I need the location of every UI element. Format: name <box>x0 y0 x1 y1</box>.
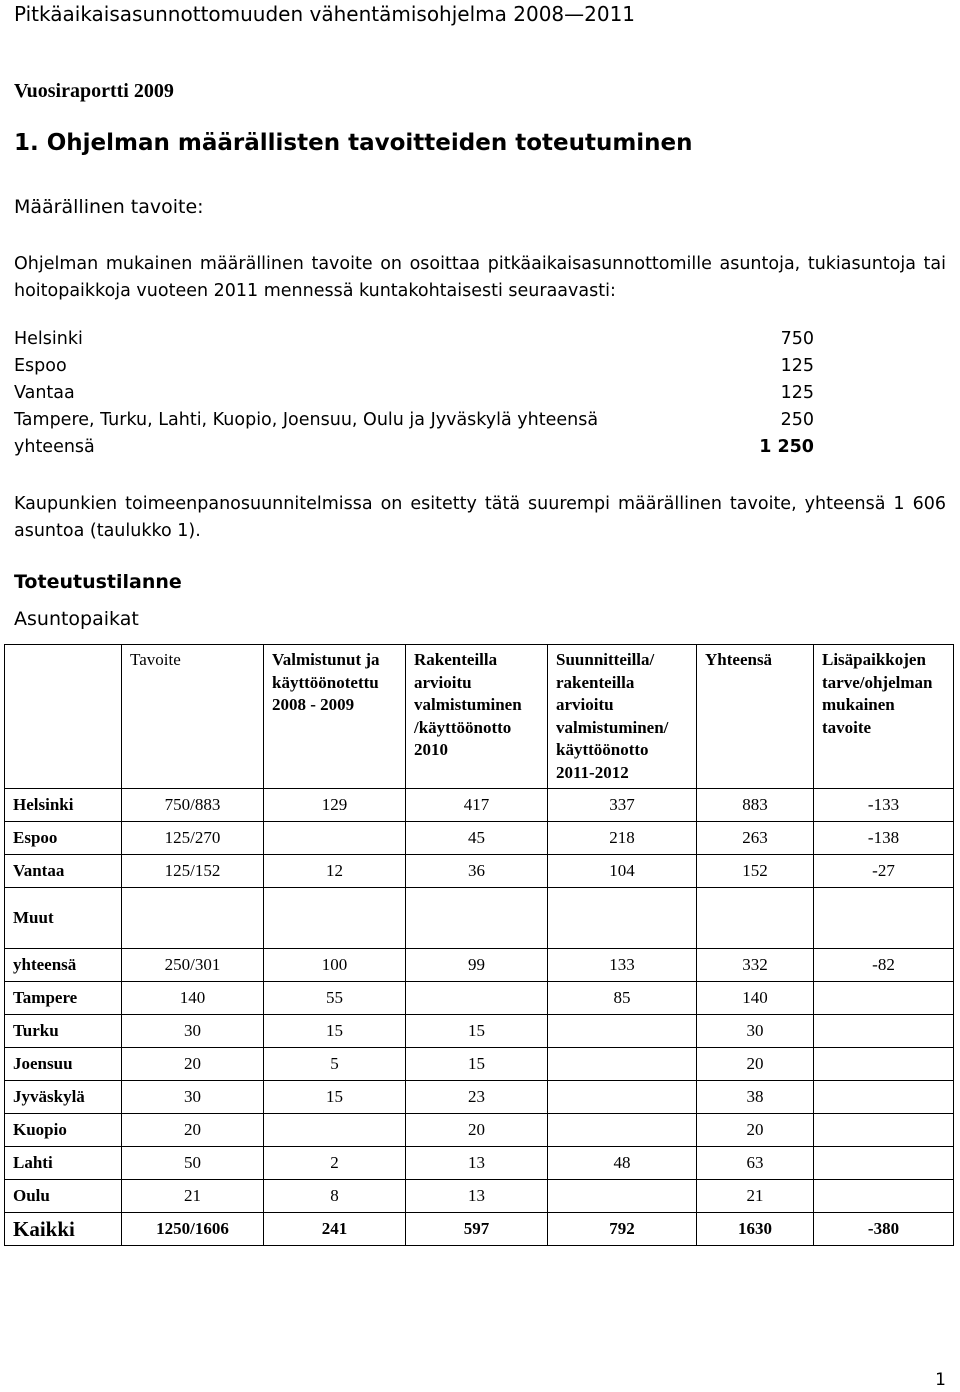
table-cell: -138 <box>814 822 954 855</box>
table-cell: 85 <box>548 982 697 1015</box>
table-cell: 100 <box>264 949 406 982</box>
table-cell: 125/270 <box>122 822 264 855</box>
target-value: 750 <box>780 329 814 349</box>
target-total-row <box>14 437 814 464</box>
table-header-row <box>5 645 954 789</box>
table-row <box>5 982 954 1015</box>
target-city: Vantaa <box>14 383 75 403</box>
table-cell: 55 <box>264 982 406 1015</box>
table-cell <box>264 1114 406 1147</box>
table-cell: 20 <box>122 1048 264 1081</box>
table-cell: 241 <box>264 1213 406 1246</box>
section-subheading: Määrällinen tavoite: <box>14 196 204 218</box>
table-cell: 99 <box>406 949 548 982</box>
column-header: Yhteensä <box>697 645 814 789</box>
table-cell: 30 <box>122 1081 264 1114</box>
table-cell <box>548 888 697 949</box>
target-value: 250 <box>780 410 814 430</box>
table-cell: 63 <box>697 1147 814 1180</box>
target-city: Espoo <box>14 356 67 376</box>
table-cell <box>697 888 814 949</box>
row-label: Joensuu <box>5 1048 122 1081</box>
column-header: Suunnitteilla/ rakenteilla arvioitu valmistuminen/ käyttöönotto 2011-2012 <box>548 645 697 789</box>
target-value: 125 <box>780 356 814 376</box>
table-cell: 20 <box>697 1114 814 1147</box>
table-cell: 218 <box>548 822 697 855</box>
table-row <box>5 1213 954 1246</box>
table-cell: 20 <box>122 1114 264 1147</box>
report-title: Vuosiraportti 2009 <box>14 80 174 102</box>
table-cell: 883 <box>697 789 814 822</box>
table-cell: 21 <box>122 1180 264 1213</box>
table-cell: 104 <box>548 855 697 888</box>
table-cell: 250/301 <box>122 949 264 982</box>
target-row <box>14 356 814 383</box>
table-cell <box>122 888 264 949</box>
table-row <box>5 888 954 949</box>
table-cell: 45 <box>406 822 548 855</box>
table-cell: 23 <box>406 1081 548 1114</box>
table-cell: 1250/1606 <box>122 1213 264 1246</box>
table-cell: 125/152 <box>122 855 264 888</box>
table-cell <box>814 1180 954 1213</box>
table-cell: 15 <box>264 1015 406 1048</box>
target-total-value: 1 250 <box>759 437 814 457</box>
row-label: Turku <box>5 1015 122 1048</box>
row-label: yhteensä <box>5 949 122 982</box>
target-row <box>14 383 814 410</box>
row-label: Kuopio <box>5 1114 122 1147</box>
table-cell <box>814 888 954 949</box>
summary-paragraph: Kaupunkien toimeenpanosuunnitelmissa on esitetty tätä suurempi määrällinen tavoite, yhteensä 1 606 asuntoa (taulukko 1). <box>14 494 946 541</box>
target-city: yhteensä <box>14 437 95 457</box>
row-label: Vantaa <box>5 855 122 888</box>
table-row <box>5 1114 954 1147</box>
table-cell: 15 <box>264 1081 406 1114</box>
table-cell: 140 <box>697 982 814 1015</box>
housing-places-table <box>4 644 954 1246</box>
table-row <box>5 949 954 982</box>
table-cell: 5 <box>264 1048 406 1081</box>
table-cell: 417 <box>406 789 548 822</box>
table-cell: 36 <box>406 855 548 888</box>
table-cell: 21 <box>697 1180 814 1213</box>
places-heading: Asuntopaikat <box>14 608 139 630</box>
table-cell: 792 <box>548 1213 697 1246</box>
target-value: 125 <box>780 383 814 403</box>
row-label: Espoo <box>5 822 122 855</box>
table-cell <box>548 1180 697 1213</box>
table-cell: -82 <box>814 949 954 982</box>
table-cell: -380 <box>814 1213 954 1246</box>
target-city: Tampere, Turku, Lahti, Kuopio, Joensuu, Oulu ja Jyväskylä yhteensä <box>14 410 599 430</box>
row-label: Muut <box>5 888 122 949</box>
column-header: Valmistunut ja käyttöönotettu 2008 - 2009 <box>264 645 406 789</box>
table-cell: 1630 <box>697 1213 814 1246</box>
table-cell: 50 <box>122 1147 264 1180</box>
table-cell: 129 <box>264 789 406 822</box>
table-cell: 48 <box>548 1147 697 1180</box>
table-cell <box>548 1081 697 1114</box>
table-row <box>5 1081 954 1114</box>
table-cell: 38 <box>697 1081 814 1114</box>
table-cell: -133 <box>814 789 954 822</box>
column-header: Lisäpaikkojen tarve/ohjelman mukainen tavoite <box>814 645 954 789</box>
table-cell: 2 <box>264 1147 406 1180</box>
intro-paragraph: Ohjelman mukainen määrällinen tavoite on osoittaa pitkäaikaisasunnottomille asuntoja, tukiasuntoja tai hoitopaikkoja vuoteen 2011 mennessä kuntakohtaisesti seuraavasti: <box>14 254 946 301</box>
status-heading: Toteutustilanne <box>14 571 182 593</box>
table-cell <box>406 888 548 949</box>
table-cell <box>814 1048 954 1081</box>
table-cell: 20 <box>406 1114 548 1147</box>
table-cell <box>814 1114 954 1147</box>
target-row <box>14 329 814 356</box>
table-cell <box>814 1081 954 1114</box>
section-heading: 1. Ohjelman määrällisten tavoitteiden toteutuminen <box>14 130 693 156</box>
column-header <box>5 645 122 789</box>
table-cell <box>814 1015 954 1048</box>
table-cell: 20 <box>697 1048 814 1081</box>
table-row <box>5 789 954 822</box>
row-label: Oulu <box>5 1180 122 1213</box>
table-cell: 332 <box>697 949 814 982</box>
table-cell: 152 <box>697 855 814 888</box>
column-header: Tavoite <box>122 645 264 789</box>
table-cell: 13 <box>406 1180 548 1213</box>
table-cell: 133 <box>548 949 697 982</box>
table-cell <box>548 1015 697 1048</box>
table-cell <box>548 1048 697 1081</box>
table-cell: 30 <box>122 1015 264 1048</box>
table-cell: 12 <box>264 855 406 888</box>
column-header: Rakenteilla arvioitu valmistuminen /käyttöönotto 2010 <box>406 645 548 789</box>
row-label: Jyväskylä <box>5 1081 122 1114</box>
table-row <box>5 822 954 855</box>
table-cell <box>814 1147 954 1180</box>
table-cell <box>548 1114 697 1147</box>
row-label: Tampere <box>5 982 122 1015</box>
table-cell <box>264 822 406 855</box>
table-cell: 750/883 <box>122 789 264 822</box>
table-cell: 263 <box>697 822 814 855</box>
table-cell <box>264 888 406 949</box>
document-header: Pitkäaikaisasunnottomuuden vähentämisohjelma 2008—2011 <box>14 2 636 26</box>
row-label: Helsinki <box>5 789 122 822</box>
table-cell: 30 <box>697 1015 814 1048</box>
table-row <box>5 1048 954 1081</box>
page-number: 1 <box>935 1370 946 1390</box>
row-label: Kaikki <box>5 1213 122 1246</box>
table-cell: 8 <box>264 1180 406 1213</box>
target-row <box>14 410 814 437</box>
table-cell <box>406 982 548 1015</box>
target-list <box>14 329 814 464</box>
table-row <box>5 1147 954 1180</box>
table-cell: 337 <box>548 789 697 822</box>
table-body <box>5 789 954 1246</box>
table-cell: 13 <box>406 1147 548 1180</box>
table-cell: 15 <box>406 1048 548 1081</box>
target-city: Helsinki <box>14 329 83 349</box>
table-cell: 140 <box>122 982 264 1015</box>
table-cell: -27 <box>814 855 954 888</box>
table-cell: 15 <box>406 1015 548 1048</box>
table-row <box>5 1015 954 1048</box>
table-cell: 597 <box>406 1213 548 1246</box>
table-row <box>5 855 954 888</box>
table-cell <box>814 982 954 1015</box>
row-label: Lahti <box>5 1147 122 1180</box>
table-row <box>5 1180 954 1213</box>
